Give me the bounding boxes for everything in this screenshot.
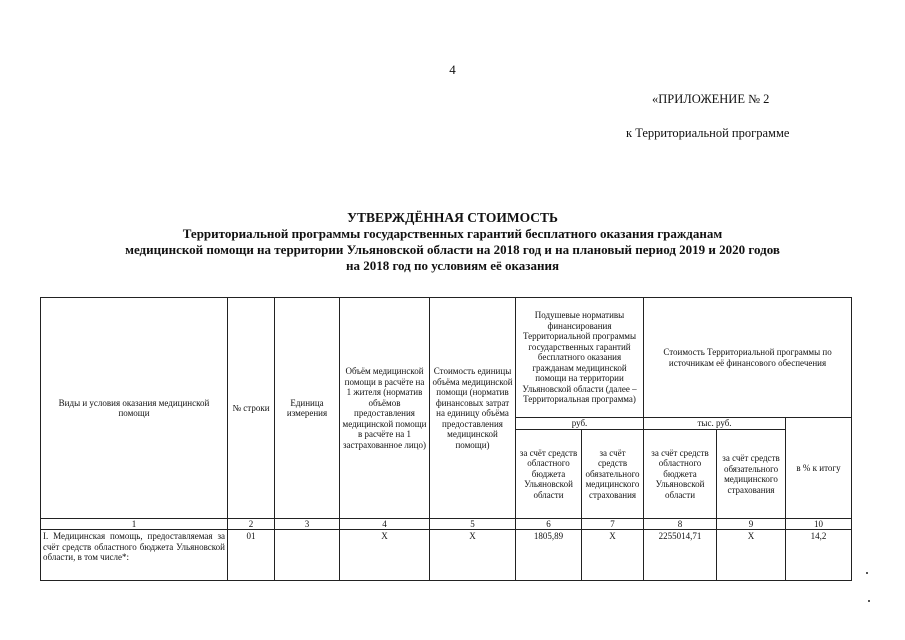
column-number: 8 — [644, 519, 717, 530]
document-title — [40, 210, 865, 274]
row-type: I. Медицинская помощь, предоставляемая за счёт средств областного бюджета Ульяновской области, в том числе*: — [41, 530, 228, 581]
cost-table — [40, 297, 852, 581]
header-row-number: № строки — [228, 298, 275, 519]
row-unit — [275, 530, 340, 581]
row-per-capita-budget: 1805,89 — [516, 530, 582, 581]
column-numbers-row — [41, 519, 852, 530]
header-per-capita-budget: за счёт средств областного бюджета Ульяновской области — [516, 430, 582, 519]
column-number: 7 — [582, 519, 644, 530]
appendix-subtitle: к Территориальной программе — [626, 126, 790, 140]
header-cost-oms: за счёт средств обязательного медицинского страхования — [717, 430, 786, 519]
scan-speck — [868, 600, 870, 602]
row-cost-budget: 2255014,71 — [644, 530, 717, 581]
header-types: Виды и условия оказания медицинской помощи — [41, 298, 228, 519]
header-unit: Единица измерения — [275, 298, 340, 519]
document-title-line-4: на 2018 год по условиям её оказания — [345, 258, 560, 273]
document-title-line-1: УТВЕРЖДЁННАЯ СТОИМОСТЬ — [347, 210, 558, 225]
column-number: 2 — [228, 519, 275, 530]
scan-speck — [866, 572, 868, 574]
document-title-line-2: Территориальной программы государственных гарантий бесплатного оказания гражданам — [182, 226, 723, 241]
column-number: 9 — [717, 519, 786, 530]
column-number: 6 — [516, 519, 582, 530]
row-per-capita-oms: X — [582, 530, 644, 581]
column-number: 3 — [275, 519, 340, 530]
column-number: 5 — [430, 519, 516, 530]
header-cost-budget: за счёт средств областного бюджета Ульяновской области — [644, 430, 717, 519]
page-number: 4 — [449, 62, 456, 77]
row-number: 01 — [228, 530, 275, 581]
column-number: 1 — [41, 519, 228, 530]
header-per-capita-oms: за счёт средств обязательного медицинского страхования — [582, 430, 644, 519]
row-percent: 14,2 — [786, 530, 852, 581]
header-volume: Объём медицинской помощи в расчёте на 1 жителя (норматив объёмов предоставления медицинской помощи в расчёте на 1 застрахованное лицо) — [340, 298, 430, 519]
row-unit-cost: X — [430, 530, 516, 581]
header-cost-by-source: Стоимость Территориальной программы по источникам её финансового обеспечения — [644, 298, 852, 418]
header-thousand-rub: тыс. руб. — [644, 418, 786, 430]
column-number: 10 — [786, 519, 852, 530]
header-per-capita: Подушевые нормативы финансирования Территориальной программы государственных гарантий бесплатного оказания гражданам медицинской помощи на территории Ульяновской области (далее – Территориальная программа) — [516, 298, 644, 418]
header-unit-cost: Стоимость единицы объёма медицинской помощи (норматив финансовых затрат на единицу объёма предоставления медицинской помощи) — [430, 298, 516, 519]
column-number: 4 — [340, 519, 430, 530]
row-cost-oms: X — [717, 530, 786, 581]
header-rub: руб. — [516, 418, 644, 430]
document-title-line-3: медицинской помощи на территории Ульяновской области на 2018 год и на плановый период 2019 и 2020 годов — [125, 242, 780, 257]
appendix-title: «ПРИЛОЖЕНИЕ № 2 — [652, 92, 770, 106]
header-percent-total: в % к итогу — [786, 418, 852, 519]
row-volume: X — [340, 530, 430, 581]
table-row — [41, 530, 852, 581]
